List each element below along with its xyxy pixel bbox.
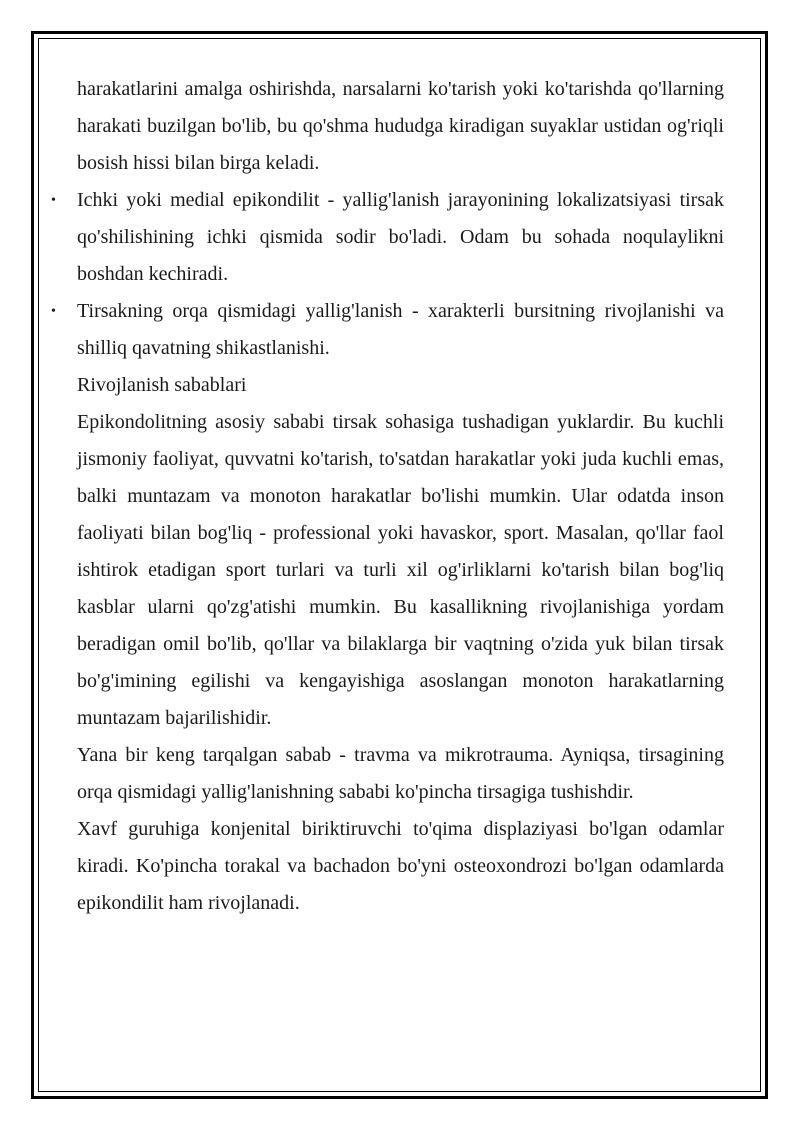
list-item-text: Ichki yoki medial epikondilit - yallig'lanish jarayonining lokalizatsiyasi tirsak qo'shilishining ichki qismida sodir bo'ladi. Odam bu sohada noqulaylikni boshdan kechiradi.: [77, 189, 724, 285]
bullet-icon: •: [51, 193, 56, 208]
section-heading: Rivojlanish sabablari: [77, 374, 247, 396]
body-paragraph: Xavf guruhiga konjenital biriktiruvchi to'qima displaziyasi bo'lgan odamlar kiradi. Ko'pincha torakal va bachadon bo'yni osteoxondrozi bo'lgan odamlarda epikondilit ham rivojlanadi.: [77, 818, 724, 914]
intro-paragraph: harakatlarini amalga oshirishda, narsalarni ko'tarish yoki ko'tarishda qo'llarning harakati buzilgan bo'lib, bu qo'shma hududga kiradigan suyaklar ustidan og'riqli bosish hissi bilan birga keladi.: [77, 78, 724, 174]
list-item: [51, 293, 724, 367]
bullet-icon: •: [51, 304, 56, 319]
body-paragraph: Epikondolitning asosiy sababi tirsak sohasiga tushadigan yuklardir. Bu kuchli jismoniy faoliyat, quvvatni ko'tarish, to'satdan harakatlar yoki juda kuchli emas, balki muntazam va monoton harakatlar bo'lishi mumkin. Ular odatda inson faoliyati bilan bog'liq - professional yoki havaskor, sport. Masalan, qo'llar faol ishtirok etadigan sport turlari va turli xil og'irliklarni ko'tarish bilan bog'liq kasblar ularni qo'zg'atishi mumkin. Bu kasallikning rivojlanishiga yordam beradigan omil bo'lib, qo'llar va bilaklarga bir vaqtning o'zida yuk bilan tirsak bo'g'imining egilishi va kengayishiga asoslangan monoton harakatlarning muntazam bajarilishidir.: [77, 411, 724, 729]
body-paragraph: Yana bir keng tarqalgan sabab - travma va mikrotrauma. Ayniqsa, tirsagining orqa qismidagi yallig'lanishning sababi ko'pincha tirsagiga tushishdir.: [77, 744, 724, 803]
list-item-text: Tirsakning orqa qismidagi yallig'lanish - xarakterli bursitning rivojlanishi va shilliq qavatning shikastlanishi.: [77, 300, 724, 359]
document-body: [51, 71, 724, 922]
bullet-list: [51, 182, 724, 367]
list-item: [51, 182, 724, 293]
